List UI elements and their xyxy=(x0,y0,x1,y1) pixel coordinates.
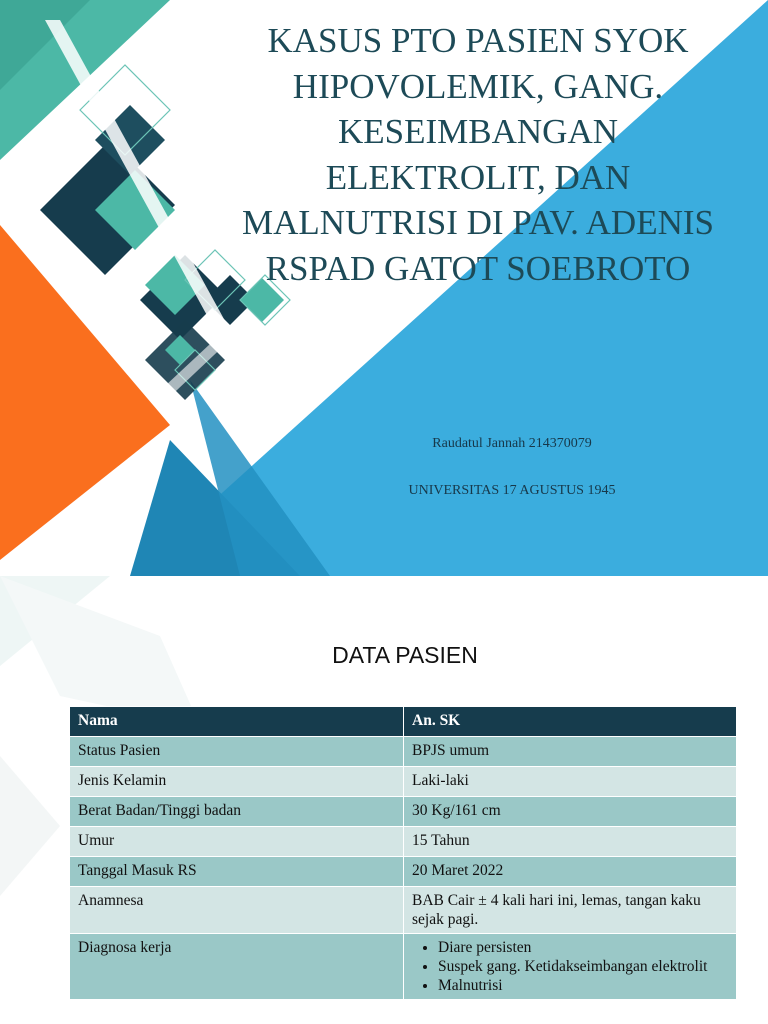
table-row xyxy=(70,857,737,887)
row-value: 30 Kg/161 cm xyxy=(404,797,737,827)
row-label: Umur xyxy=(70,827,404,857)
row-value: BAB Cair ± 4 kali hari ini, lemas, tangan kaku sejak pagi. xyxy=(404,887,737,934)
table-row xyxy=(70,767,737,797)
row-value: BPJS umum xyxy=(404,737,737,767)
row-label: Jenis Kelamin xyxy=(70,767,404,797)
data-heading: DATA PASIEN xyxy=(332,642,478,668)
list-item: • Diare persisten xyxy=(438,938,728,957)
table-header-row xyxy=(70,707,737,737)
data-slide xyxy=(0,576,768,1024)
table-row-diagnosis xyxy=(70,934,737,1000)
row-label: Status Pasien xyxy=(70,737,404,767)
row-value: Laki-laki xyxy=(404,767,737,797)
list-item: • Suspek gang. Ketidakseimbangan elektrolit xyxy=(438,957,728,976)
row-label: Diagnosa kerja xyxy=(70,934,404,1000)
row-label: Tanggal Masuk RS xyxy=(70,857,404,887)
table-row xyxy=(70,827,737,857)
author-name: Raudatul Jannah 214370079 xyxy=(432,436,592,451)
header-cell-label: Nama xyxy=(70,707,404,737)
header-cell-value: An. SK xyxy=(404,707,737,737)
diagnosis-list-cell xyxy=(404,934,737,1000)
table-row xyxy=(70,797,737,827)
diagnosis-list xyxy=(412,938,728,995)
list-item: • Malnutrisi xyxy=(438,976,728,995)
table-row xyxy=(70,887,737,934)
row-value: 15 Tahun xyxy=(404,827,737,857)
row-value: 20 Maret 2022 xyxy=(404,857,737,887)
row-label: Berat Badan/Tinggi badan xyxy=(70,797,404,827)
row-label: Anamnesa xyxy=(70,887,404,934)
patient-data-table xyxy=(69,706,737,1000)
slide-title: KASUS PTO PASIEN SYOK HIPOVOLEMIK, GANG. KESEIMBANGAN ELEKTROLIT, DAN MALNUTRISI DI PAV. ADENIS RSPAD GATOT SOEBROTO xyxy=(242,21,714,288)
table-row xyxy=(70,737,737,767)
university-name: UNIVERSITAS 17 AGUSTUS 1945 xyxy=(408,483,616,498)
